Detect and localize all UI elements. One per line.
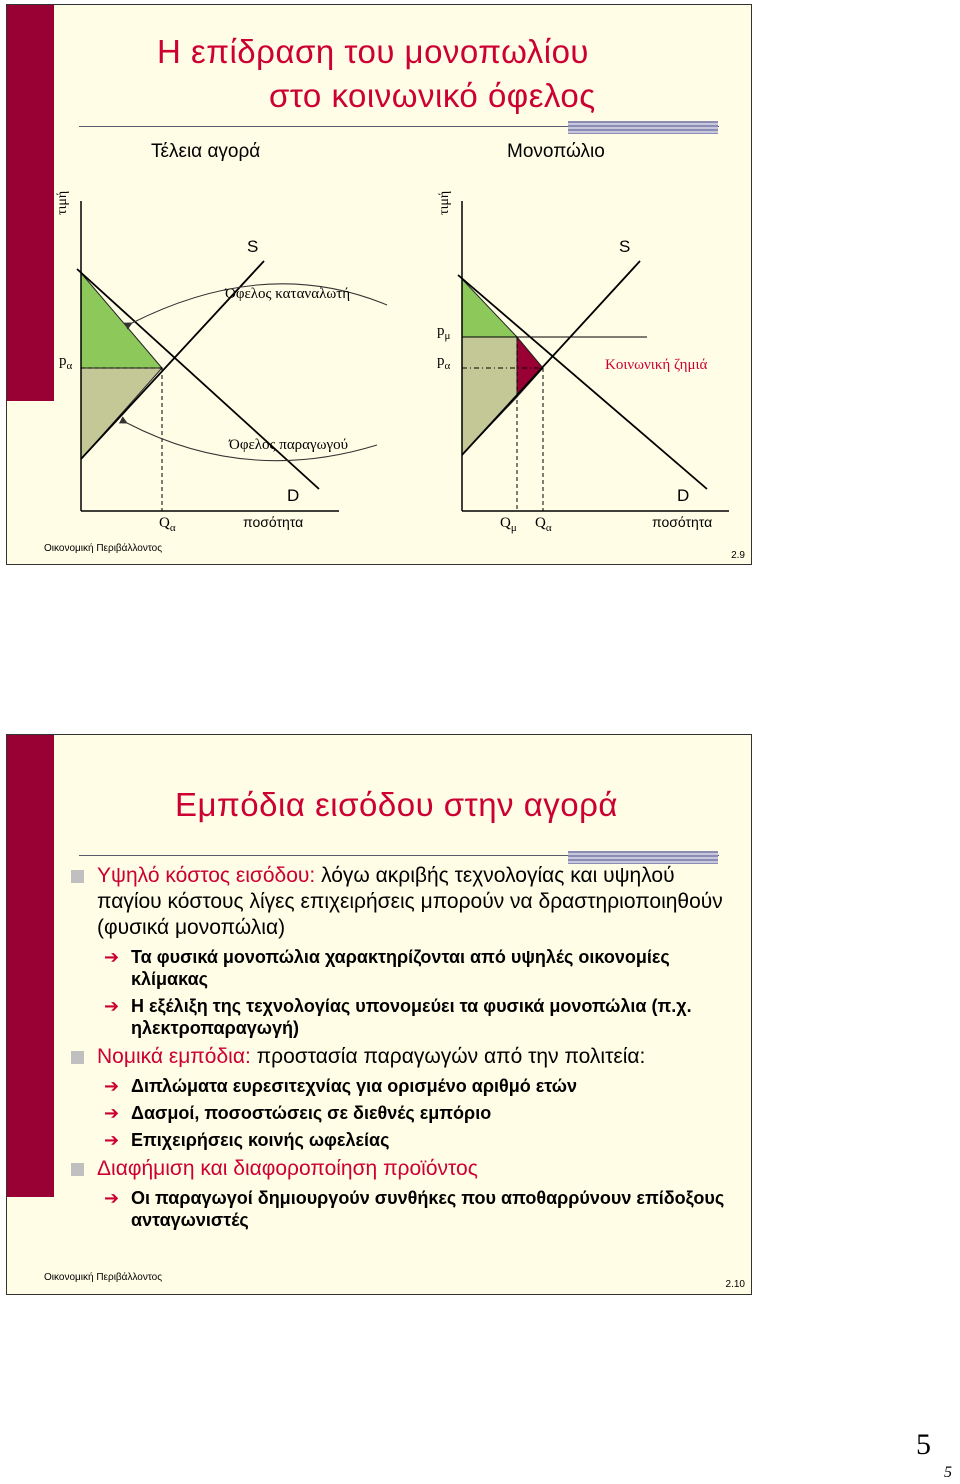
arrow-right-icon: ➔	[104, 996, 120, 1016]
left-quantity-axis-label: ποσότητα	[243, 514, 304, 530]
right-price-axis-label: τιμή	[437, 190, 452, 215]
page-number-small: 5	[944, 1464, 952, 1481]
sub-bullet-text: Τα φυσικά μονοπώλια χαρακτηρίζονται από υψηλές οικονομίες κλίμακας	[131, 947, 670, 989]
arrow-right-icon: ➔	[104, 1130, 120, 1150]
left-demand-label: D	[287, 486, 300, 505]
bullet-heading: Νομικά εμπόδια:	[97, 1045, 251, 1068]
bullet-item	[71, 863, 736, 941]
right-demand-label: D	[677, 486, 690, 505]
consumer-surplus-area-left	[81, 273, 162, 368]
bullet-heading: Διαφήμιση και διαφοροποίηση προϊόντος	[97, 1157, 478, 1180]
left-price-axis-label: τιμή	[55, 190, 70, 215]
deadweight-loss-label: Κοινωνική ζημιά	[605, 357, 708, 373]
bullet-text: προστασία παραγωγών από την πολιτεία:	[250, 1045, 646, 1068]
sub-bullet-text: Δασμοί, ποσοστώσεις σε διεθνές εμπόριο	[131, 1103, 492, 1123]
bullet-list	[71, 863, 736, 1236]
arrow-right-icon: ➔	[104, 1188, 120, 1208]
sub-bullet-text: Επιχειρήσεις κοινής ωφελείας	[131, 1130, 390, 1150]
monopoly-heading: Μονοπώλιο	[507, 141, 605, 162]
sub-bullet-item	[71, 1102, 736, 1124]
left-price-label: $p_\alpha$	[59, 353, 73, 372]
slide-entry-barriers	[6, 734, 752, 1295]
bullet-heading: Υψηλό κόστος εισόδου:	[97, 864, 316, 887]
slide-monopoly-welfare	[6, 4, 752, 565]
right-competitive-price-label: $p_\alpha$	[437, 353, 451, 372]
sub-bullet-item	[71, 1187, 736, 1231]
sub-bullet-item	[71, 946, 736, 990]
monopoly-price-label: $p_\mu$	[437, 323, 451, 342]
arrow-right-icon: ➔	[104, 1103, 120, 1123]
slide-footer: Οικονομική Περιβάλλοντος	[44, 543, 163, 554]
deadweight-loss-area	[517, 337, 543, 397]
bullet-item	[71, 1044, 736, 1070]
square-bullet-icon	[71, 870, 84, 883]
bullet-item	[71, 1156, 736, 1182]
left-quantity-label: $Q_\alpha$	[159, 515, 176, 534]
sub-bullet-text: Η εξέλιξη της τεχνολογίας υπονομεύει τα φυσικά μονοπώλια (π.χ. ηλεκτροπαραγωγή)	[131, 996, 692, 1038]
slide-title-line2: στο κοινωνικό όφελος	[269, 77, 596, 114]
slide-title-line1: Η επίδραση του μονοπωλίου	[157, 33, 589, 70]
sub-bullet-text: Διπλώματα ευρεσιτεχνίας για ορισμένο αριθμό ετών	[131, 1076, 578, 1096]
producer-surplus-label: Όφελος παραγωγού	[229, 437, 349, 453]
right-competitive-quantity-label: $Q_\alpha$	[535, 515, 552, 534]
left-supply-label: S	[247, 237, 259, 256]
slide-number: 2.9	[731, 550, 745, 561]
monopoly-quantity-label: $Q_\mu$	[500, 515, 517, 534]
consumer-surplus-label: Όφελος καταναλωτή	[225, 286, 351, 302]
page-number: 5	[916, 1428, 931, 1461]
slide-footer: Οικονομική Περιβάλλοντος	[44, 1272, 163, 1283]
producer-surplus-area-right	[462, 337, 517, 455]
sub-bullet-item	[71, 1075, 736, 1097]
right-supply-label: S	[619, 237, 631, 256]
perfect-market-heading: Τέλεια αγορά	[151, 141, 261, 162]
bullet-text: λόγω ακριβής τεχνολογίας και υψηλού παγίου κόστους λίγες επιχειρήσεις μπορούν να δραστηριοποιηθούν (φυσικά μονοπώλια)	[97, 864, 723, 939]
arrow-right-icon: ➔	[104, 947, 120, 967]
sub-bullet-item	[71, 995, 736, 1039]
consumer-surplus-area-right	[462, 279, 517, 337]
square-bullet-icon	[71, 1163, 84, 1176]
supply-demand-diagrams	[7, 5, 753, 566]
slide-title: Εμπόδια εισόδου στην αγορά	[175, 786, 618, 823]
arrow-right-icon: ➔	[104, 1076, 120, 1096]
square-bullet-icon	[71, 1051, 84, 1064]
slide-number: 2.10	[725, 1279, 745, 1290]
right-quantity-axis-label: ποσότητα	[652, 514, 713, 530]
sub-bullet-text: Οι παραγωγοί δημιουργούν συνθήκες που αποθαρρύνουν επίδοξους ανταγωνιστές	[131, 1188, 725, 1230]
slide-accent-bar	[7, 735, 54, 1197]
sub-bullet-item	[71, 1129, 736, 1151]
